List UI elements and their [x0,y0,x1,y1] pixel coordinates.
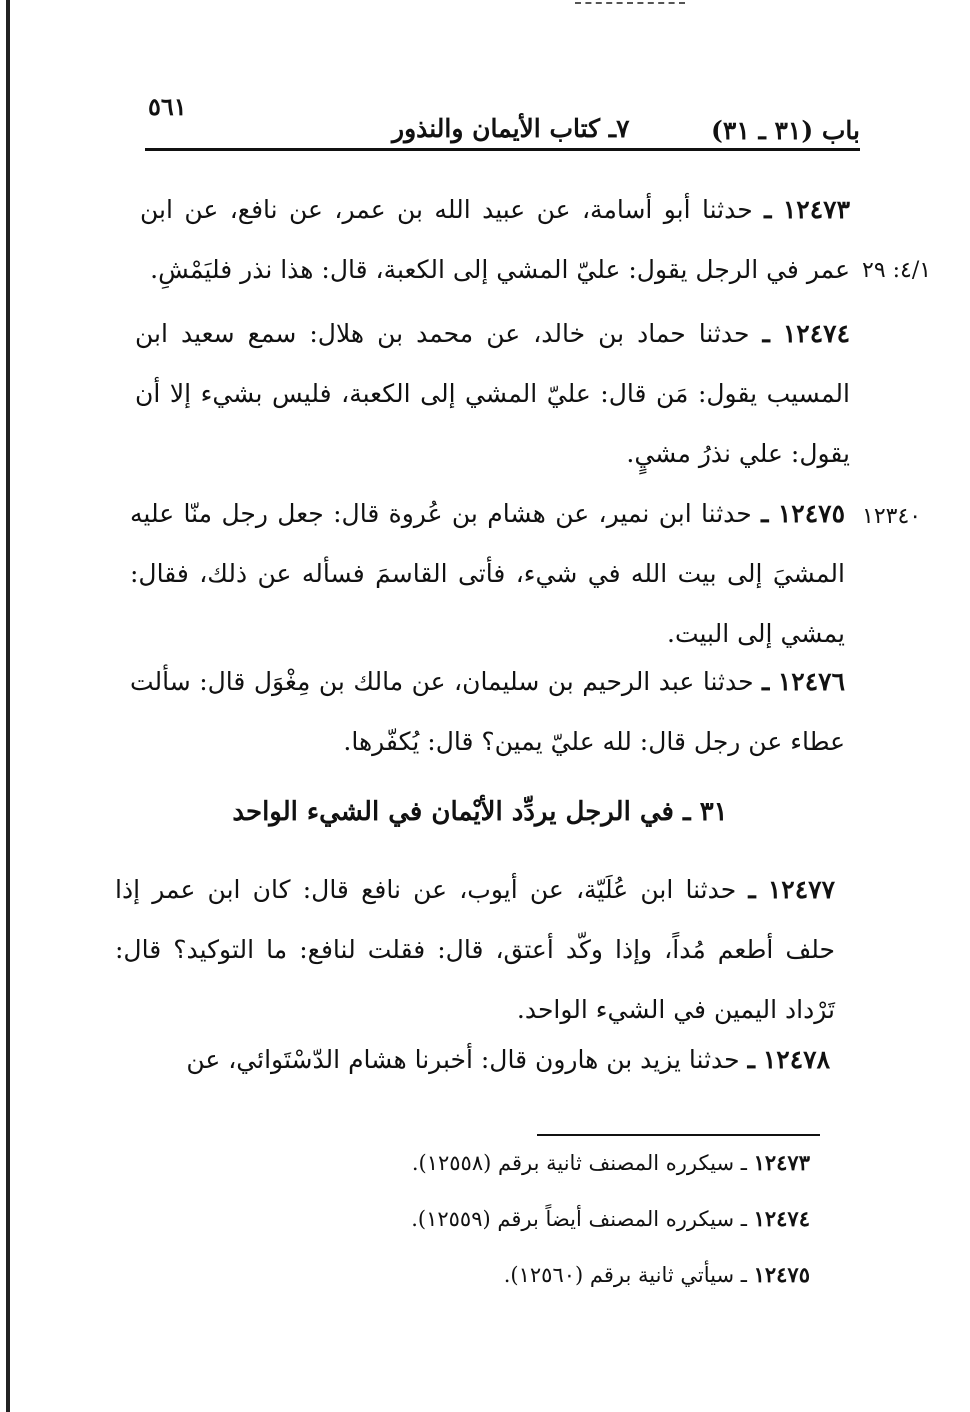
hadith-text: حدثنا يزيد بن هارون قال: أخبرنا هشام الدّسْتَوائي، عن [186,1045,740,1074]
hadith-12473 [140,180,850,300]
bab-range: باب (٣١ ـ ٣١) [711,116,860,145]
hadith-dash: ـ [764,195,772,224]
hadith-12475 [130,484,845,664]
hadith-text: حدثنا حماد بن خالد، عن محمد بن هلال: سمع سعيد ابن المسيب يقول: مَن قال: عليّ المشي إلى الكعبة، فليس بشيء إلا أن يقول: علي نذرُ مشيٍ. [135,319,850,468]
hadith-12476 [130,652,845,772]
hadith-dash: ـ [762,667,770,696]
hadith-12478 [110,1030,830,1090]
chapter-heading: ٣١ ـ في الرجل يردِّد الأيْمان في الشيء الواحد [232,797,728,827]
hadith-dash: ـ [747,1045,755,1074]
hadith-number: ١٢٤٧٥ [777,499,846,528]
footnote-number: ١٢٤٧٥ [753,1262,810,1287]
hadith-12474 [135,304,850,484]
page-number: ٥٦١ [148,92,187,121]
footnote-number: ١٢٤٧٣ [753,1150,810,1175]
hadith-number: ١٢٤٧٧ [767,875,835,904]
hadith-number: ١٢٤٧٣ [782,195,851,224]
hadith-text: حدثنا ابن عُلَيّة، عن أيوب، عن نافع قال: كان ابن عمر إذا حلف أطعم مُداً، وإذا وكّد أعتق، قال: فقلت لنافع: ما التوكيد؟ قال: تَرْداد اليمين في الشيء الواحد. [115,875,835,1024]
hadith-dash: ـ [762,319,770,348]
page-header [140,92,860,148]
scan-left-edge [6,0,10,1412]
footnote-number: ١٢٤٧٤ [753,1206,810,1231]
header-rule [145,148,860,151]
hadith-number: ١٢٤٧٤ [782,319,851,348]
scan-top-dash [575,2,685,4]
hadith-number: ١٢٤٧٦ [777,667,845,696]
footnote-text: سيكرره المصنف ثانية برقم (١٢٥٥٨). [411,1151,735,1175]
hadith-number: ١٢٤٧٨ [762,1045,830,1074]
hadith-text: حدثنا عبد الرحيم بن سليمان، عن مالك بن مِغْوَل قال: سألت عطاء عن رجل قال: لله عليّ يمين؟ قال: يُكفّرها. [130,667,845,756]
footnote-dash: ـ [740,1263,747,1287]
footnote-rule [537,1134,820,1136]
hadith-dash: ـ [748,875,756,904]
margin-note-volume-page: ٤/١: ٢٩ [862,258,932,283]
footnote-text: سيأتي ثانية برقم (١٢٥٦٠). [503,1263,735,1287]
margin-note-cross-reference: ١٢٣٤٠ [862,504,922,529]
footnote-12473 [412,1150,810,1175]
footnote-dash: ـ [740,1151,747,1175]
hadith-text: حدثنا أبو أسامة، عن عبيد الله بن عمر، عن نافع، عن ابن عمر في الرجل يقول: عليّ المشي إلى الكعبة، قال: هذا نذر فليَمْشِ. [140,195,850,284]
footnote-12475 [504,1262,810,1287]
footnote-dash: ـ [740,1207,747,1231]
footnote-12474 [411,1206,810,1231]
hadith-text: حدثنا ابن نمير، عن هشام بن عُروة قال: جعل رجل منّا عليه المشيَ إلى بيت الله في شيء، فأتى القاسمَ فسأله عن ذلك، فقال: يمشي إلى البيت. [130,499,845,648]
hadith-dash: ـ [761,499,769,528]
footnote-text: سيكرره المصنف أيضاً برقم (١٢٥٥٩). [411,1207,735,1231]
book-title: ٧ـ كتاب الأيمان والنذور [392,114,630,143]
hadith-12477 [115,860,835,1040]
